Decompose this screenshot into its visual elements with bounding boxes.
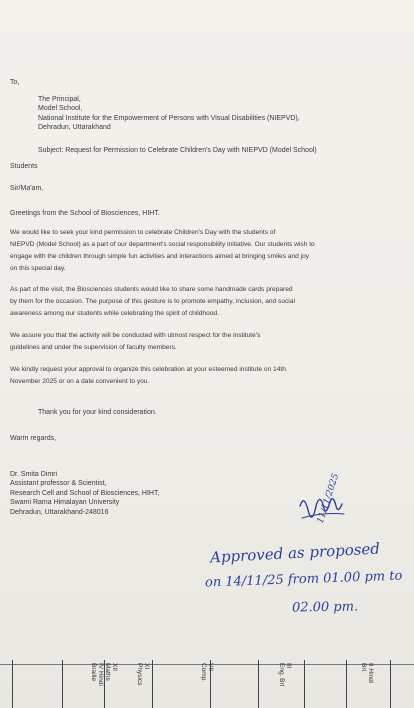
thanks-line: Thank you for your kind consideration. [38,409,157,416]
salutation: Sir/Ma'am, [10,185,44,192]
signature-date: 11/11/2025 [315,472,342,525]
to-line: To, [10,79,20,86]
approval-line-3: 02.00 pm. [291,599,359,616]
paragraph-1: We would like to seek your kind permission to celebrate Children's Day with the students of NIEPVD (Model School) as a part of our department's social responsibility initiative. Our students wish to engage with the children through simple fun activities and interactions aimed at bringing smiles and joy on this special day. [10,229,315,272]
subject-line-continued: Students [10,163,38,170]
paragraph-3: We assure you that the activity will be conducted with utmost respect for the institute's guidelines and under the supervision of faculty members. [10,332,261,351]
column-label-ii: II Hindi Brl. [360,663,374,684]
approval-line-2: on 14/11/25 from 01.00 pm to [204,568,403,591]
column-label-xi: XI Physics [136,663,150,686]
signature-block: Dr. Smita Dimri Assistant professor & Scientist, Research Cell and School of Biosciences, HIHT, Swami Rama Himalayan University Dehradun, Uttarakhand-248016 [10,471,160,516]
column-label-vii: VII Comp. [200,663,214,683]
paragraph-2: As part of the visit, the Biosciences students would like to share some handmade cards prepared by them for the occasion. The purpose of this gesture is to promote empathy, inclusion, and social awareness among our students while celebrating the spirit of childhood. [10,286,295,317]
closing-line: Warm regards, [10,435,57,442]
addressee-block: The Principal, Model School, National Institute for the Empowerment of Persons with Visual Disabilities (NIEPVD), Dehradun, Uttarakhand [38,96,300,132]
column-label-xii: XII Maths IV Hindi Braille [90,663,118,686]
subject-line: Subject: Request for Permission to Celebrate Children's Day with NIEPVD (Model School) [38,147,317,154]
approval-line-1: Approved as proposed [209,539,381,567]
paragraph-4: We kindly request your approval to organize this celebration at your esteemed institute on 14th November 2025 or on a date convenient to you. [10,366,286,385]
greeting: Greetings from the School of Biosciences, HIHT. [10,210,160,217]
column-label-iii: III Eng. Brl [278,663,292,687]
